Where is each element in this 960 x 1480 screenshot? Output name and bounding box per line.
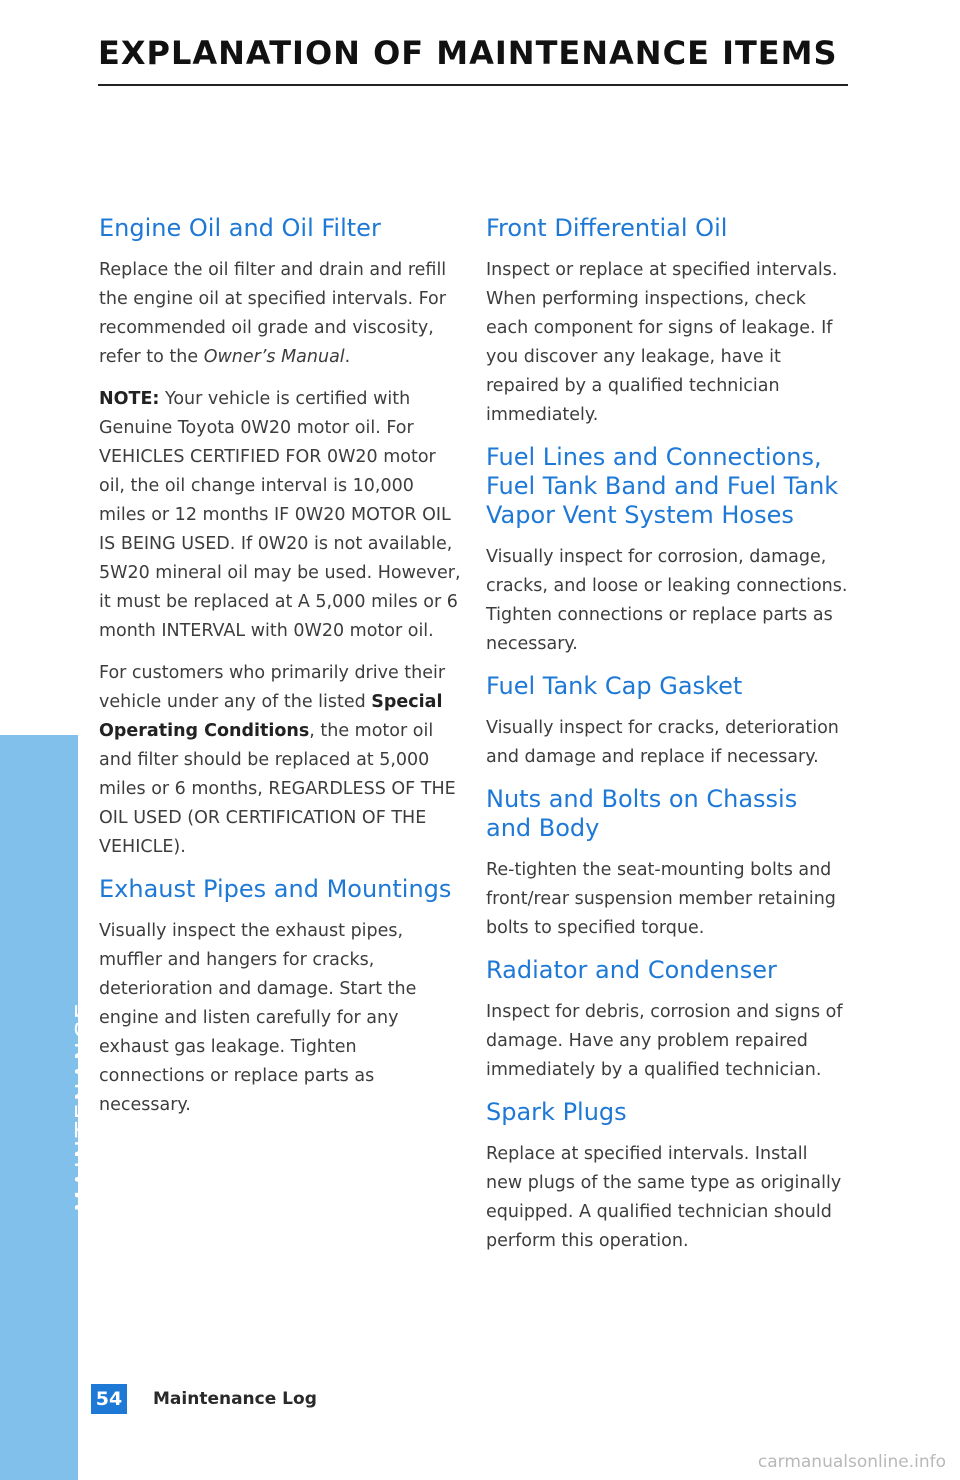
text: For customers who primarily drive their vehicle under any of the listed [99,663,446,712]
section-heading: Nuts and Bolts on Chassis and Body [486,785,798,842]
watermark: carmanualsonline.info [757,1452,946,1472]
paragraph [99,256,461,372]
section-heading: Radiator and Condenser [486,956,777,984]
page-number-badge: 54 [91,1384,127,1414]
section-heading: Fuel Lines and Connections, Fuel Tank Band and Fuel Tank Vapor Vent System Hoses [486,443,839,529]
section-engine-oil [99,214,461,862]
paragraph: Replace at specified intervals. Install new plugs of the same type as originally equipped. A qualified technician should perform this operation. [486,1144,842,1251]
section-radiator [486,956,848,1085]
paragraph: Visually inspect for corrosion, damage, cracks, and loose or leaking connections. Tighten connections or replace parts as necessary. [486,547,848,654]
paragraph [99,659,461,862]
section-fuel-lines [486,443,848,659]
sidebar-tab [0,735,78,1480]
right-column [486,214,848,1269]
section-exhaust [99,875,461,1120]
section-heading: Spark Plugs [486,1098,627,1126]
section-heading: Fuel Tank Cap Gasket [486,672,743,700]
paragraph: Inspect or replace at specified intervals. When performing inspections, check each component for signs of leakage. If you discover any leakage, have it repaired by a qualified technician immediately. [486,260,838,425]
section-heading: Exhaust Pipes and Mountings [99,875,452,903]
section-fuel-cap [486,672,848,772]
section-heading: Engine Oil and Oil Filter [99,214,381,242]
section-heading: Front Differential Oil [486,214,728,242]
sidebar-label: MAINTENANCE [70,1000,99,1212]
left-column [99,214,461,1133]
note-text: Your vehicle is certified with Genuine Toyota 0W20 motor oil. For VEHICLES CERTIFIED FOR 0W20 motor oil, the oil change interval is 10,000 miles or 12 months IF 0W20 MOTOR OIL IS BEING USED. If 0W20 is not available, 5W20 mineral oil may be used. However, it must be replaced at A 5,000 miles or 6 month INTERVAL with 0W20 motor oil. [99,389,461,641]
text: , the motor oil and filter should be replaced at 5,000 miles or 6 months, REGARDLESS OF THE OIL USED (OR CERTIFICATION OF THE VEHICLE). [99,721,456,857]
text: Replace the oil filter and drain and refill the engine oil at specified intervals. For recommended oil grade and viscosity, refer to the [99,260,447,367]
note-label: NOTE: [99,389,160,409]
section-spark-plugs [486,1098,848,1256]
section-front-differential [486,214,848,430]
paragraph: Visually inspect the exhaust pipes, muffler and hangers for cracks, deterioration and damage. Start the engine and listen carefully for any exhaust gas leakage. Tighten connections or replace parts as necessary. [99,921,417,1115]
bold-text: Special Operating Conditions [99,692,443,741]
page-title: EXPLANATION OF MAINTENANCE ITEMS [98,34,838,72]
note-paragraph [99,385,461,646]
paragraph: Visually inspect for cracks, deterioration and damage and replace if necessary. [486,718,839,767]
title-divider [98,84,848,86]
text: . [344,347,351,367]
italic-text: Owner’s Manual [203,347,345,367]
paragraph: Inspect for debris, corrosion and signs of damage. Have any problem repaired immediately by a qualified technician. [486,1002,843,1080]
section-nuts-bolts [486,785,848,943]
footer-label: Maintenance Log [153,1389,317,1409]
paragraph: Re-tighten the seat-mounting bolts and front/rear suspension member retaining bolts to specified torque. [486,860,836,938]
